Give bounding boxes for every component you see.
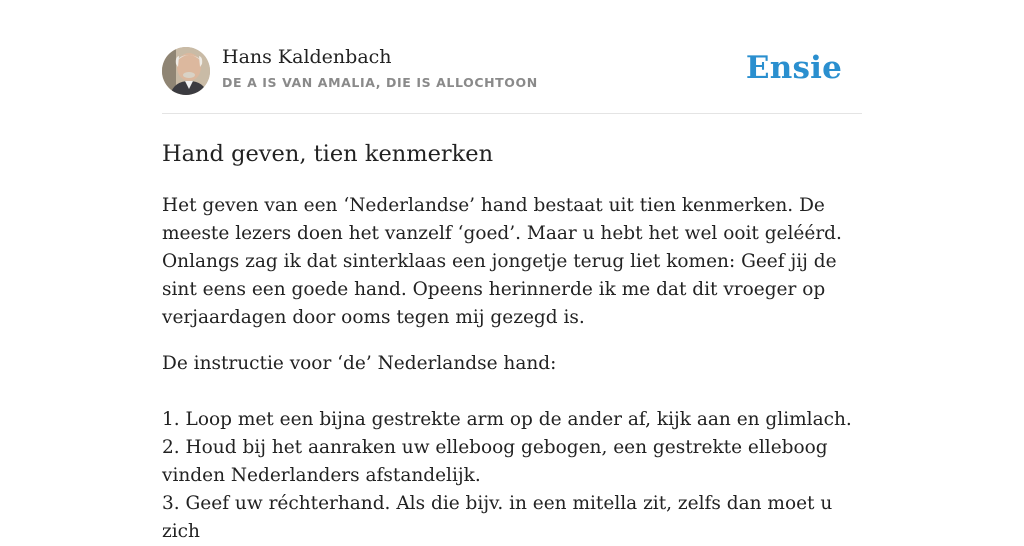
article-paragraph-1: Het geven van een ‘Nederlandse’ hand bestaat uit tien kenmerken. De meeste lezers doen het vanzelf ‘goed’. Maar u hebt het wel ooit geléérd. Onlangs zag ik dat sinterklaas een jongetje terug liet komen: Geef jij de sint eens een goede hand. Opeens herinnerde ik me dat dit vroeger op verjaardagen door ooms tegen mij gezegd is.: [162, 195, 842, 328]
author-name[interactable]: Hans Kaldenbach: [222, 46, 392, 68]
avatar-portrait: [162, 47, 210, 95]
author-avatar[interactable]: [162, 47, 210, 95]
list-item: 1. Loop met een bijna gestrekte arm op de ander af, kijk aan en glimlach.: [162, 409, 852, 430]
list-item: 3. Geef uw réchterhand. Als die bijv. in een mitella zit, zelfs dan moet u zich: [162, 493, 833, 542]
article-container: [162, 0, 862, 546]
instruction-list: [162, 406, 862, 546]
article-paragraph-2: De instructie voor ‘de’ Nederlandse hand:: [162, 353, 557, 374]
list-item: 2. Houd bij het aanraken uw elleboog gebogen, een gestrekte elleboog vinden Nederlanders afstandelijk.: [162, 437, 828, 486]
article-title: Hand geven, tien kenmerken: [162, 141, 494, 167]
ensie-logo-link[interactable]: Ensie: [745, 50, 842, 86]
author-header: [162, 0, 862, 114]
author-tagline: DE A IS VAN AMALIA, DIE IS ALLOCHTOON: [222, 75, 538, 90]
